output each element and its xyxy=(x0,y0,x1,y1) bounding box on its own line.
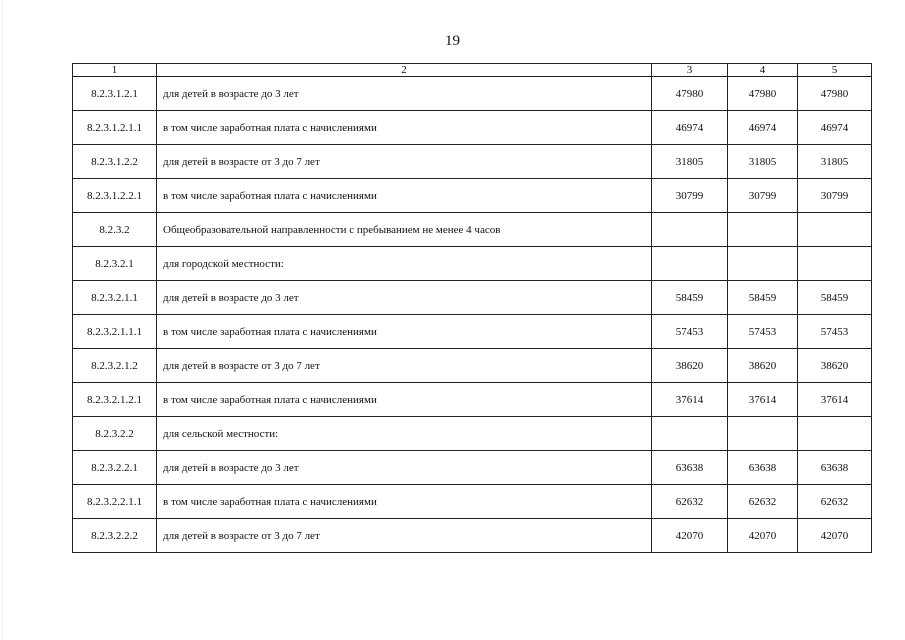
row-value-col5: 37614 xyxy=(798,383,872,417)
column-header-1: 1 xyxy=(73,64,157,77)
table-row xyxy=(73,145,872,179)
row-value-col3: 63638 xyxy=(652,451,728,485)
row-value-col5 xyxy=(798,247,872,281)
row-value-col3: 38620 xyxy=(652,349,728,383)
row-value-col3: 46974 xyxy=(652,111,728,145)
row-name: для детей в возрасте до 3 лет xyxy=(157,451,652,485)
table-header-row xyxy=(73,64,872,77)
row-value-col5: 62632 xyxy=(798,485,872,519)
row-code: 8.2.3.2.1 xyxy=(73,247,157,281)
row-code: 8.2.3.2 xyxy=(73,213,157,247)
row-code: 8.2.3.1.2.2.1 xyxy=(73,179,157,213)
table-row xyxy=(73,383,872,417)
table-row xyxy=(73,417,872,451)
row-value-col3: 31805 xyxy=(652,145,728,179)
row-name: для детей в возрасте до 3 лет xyxy=(157,281,652,315)
row-name: для детей в возрасте от 3 до 7 лет xyxy=(157,349,652,383)
row-value-col3 xyxy=(652,247,728,281)
row-name: Общеобразовательной направленности с пребыванием не менее 4 часов xyxy=(157,213,652,247)
row-name: в том числе заработная плата с начислениями xyxy=(157,111,652,145)
row-name: для сельской местности: xyxy=(157,417,652,451)
row-value-col5: 57453 xyxy=(798,315,872,349)
row-value-col4: 63638 xyxy=(728,451,798,485)
row-code: 8.2.3.2.1.1 xyxy=(73,281,157,315)
scan-edge-line xyxy=(2,0,3,640)
row-value-col5: 31805 xyxy=(798,145,872,179)
row-value-col4 xyxy=(728,247,798,281)
row-value-col5: 42070 xyxy=(798,519,872,553)
row-code: 8.2.3.2.2.2 xyxy=(73,519,157,553)
column-header-2: 2 xyxy=(157,64,652,77)
row-value-col3 xyxy=(652,213,728,247)
row-value-col4: 38620 xyxy=(728,349,798,383)
table-row xyxy=(73,315,872,349)
row-value-col4: 47980 xyxy=(728,77,798,111)
row-code: 8.2.3.1.2.1 xyxy=(73,77,157,111)
row-value-col4: 62632 xyxy=(728,485,798,519)
row-name: в том числе заработная плата с начислениями xyxy=(157,179,652,213)
row-value-col5 xyxy=(798,417,872,451)
table-row xyxy=(73,451,872,485)
column-header-3: 3 xyxy=(652,64,728,77)
row-value-col3: 42070 xyxy=(652,519,728,553)
tariff-table xyxy=(72,63,872,553)
row-name: в том числе заработная плата с начислениями xyxy=(157,485,652,519)
table-body xyxy=(73,64,872,553)
row-value-col4: 57453 xyxy=(728,315,798,349)
row-code: 8.2.3.1.2.1.1 xyxy=(73,111,157,145)
row-value-col4: 46974 xyxy=(728,111,798,145)
row-value-col3: 30799 xyxy=(652,179,728,213)
column-header-5: 5 xyxy=(798,64,872,77)
row-value-col5: 63638 xyxy=(798,451,872,485)
row-code: 8.2.3.2.2.1.1 xyxy=(73,485,157,519)
row-value-col3: 47980 xyxy=(652,77,728,111)
column-header-4: 4 xyxy=(728,64,798,77)
row-value-col4: 30799 xyxy=(728,179,798,213)
row-code: 8.2.3.2.2 xyxy=(73,417,157,451)
row-value-col5: 58459 xyxy=(798,281,872,315)
row-value-col5: 47980 xyxy=(798,77,872,111)
table-row xyxy=(73,519,872,553)
row-code: 8.2.3.2.1.1.1 xyxy=(73,315,157,349)
row-value-col5: 46974 xyxy=(798,111,872,145)
row-name: для детей в возрасте до 3 лет xyxy=(157,77,652,111)
table-row xyxy=(73,111,872,145)
table-row xyxy=(73,349,872,383)
row-value-col5: 38620 xyxy=(798,349,872,383)
table-row xyxy=(73,281,872,315)
row-name: для городской местности: xyxy=(157,247,652,281)
table-row xyxy=(73,179,872,213)
row-value-col3: 57453 xyxy=(652,315,728,349)
table-row xyxy=(73,247,872,281)
row-code: 8.2.3.2.1.2 xyxy=(73,349,157,383)
row-value-col4: 58459 xyxy=(728,281,798,315)
page-number: 19 xyxy=(445,33,460,49)
row-value-col3 xyxy=(652,417,728,451)
row-name: в том числе заработная плата с начислениями xyxy=(157,315,652,349)
row-code: 8.2.3.2.2.1 xyxy=(73,451,157,485)
row-code: 8.2.3.1.2.2 xyxy=(73,145,157,179)
row-value-col4: 42070 xyxy=(728,519,798,553)
row-name: в том числе заработная плата с начислениями xyxy=(157,383,652,417)
row-value-col4: 37614 xyxy=(728,383,798,417)
row-value-col5 xyxy=(798,213,872,247)
row-value-col4: 31805 xyxy=(728,145,798,179)
row-code: 8.2.3.2.1.2.1 xyxy=(73,383,157,417)
row-value-col3: 37614 xyxy=(652,383,728,417)
table-row xyxy=(73,485,872,519)
row-name: для детей в возрасте от 3 до 7 лет xyxy=(157,145,652,179)
row-value-col3: 58459 xyxy=(652,281,728,315)
table-row xyxy=(73,77,872,111)
row-name: для детей в возрасте от 3 до 7 лет xyxy=(157,519,652,553)
table-row xyxy=(73,213,872,247)
row-value-col4 xyxy=(728,417,798,451)
row-value-col4 xyxy=(728,213,798,247)
row-value-col3: 62632 xyxy=(652,485,728,519)
row-value-col5: 30799 xyxy=(798,179,872,213)
